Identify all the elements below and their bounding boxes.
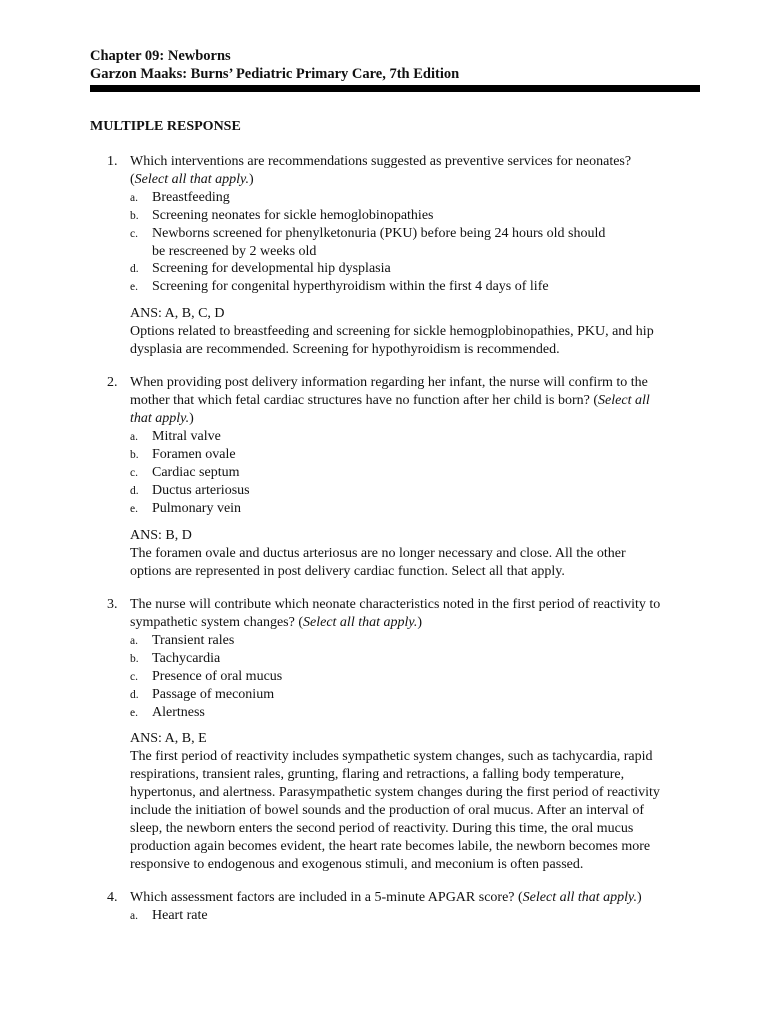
question-number: 1. xyxy=(107,154,118,169)
answer-key: ANS: A, B, E xyxy=(130,731,207,746)
section-title: MULTIPLE RESPONSE xyxy=(90,119,241,134)
option-c: c. Newborns screened for phenylketonuria (PKU) before being 24 hours old should be rescreened by 2 weeks old xyxy=(130,226,606,259)
answer-key: ANS: A, B, C, D xyxy=(130,306,225,321)
option-d: d. Ductus arteriosus xyxy=(130,483,250,498)
option-c: c. Cardiac septum xyxy=(130,465,240,480)
option-b: b. Screening neonates for sickle hemoglobinopathies xyxy=(130,208,434,223)
question-stem: Which interventions are recommendations suggested as preventive services for neonates? (Select all that apply.) xyxy=(130,154,632,187)
document-header xyxy=(90,47,459,83)
option-a: a. Mitral valve xyxy=(130,429,221,444)
option-a: a. Breastfeeding xyxy=(130,190,230,205)
option-e: e. Alertness xyxy=(130,705,205,720)
rationale: The foramen ovale and ductus arteriosus are no longer necessary and close. All the other options are represented in post delivery cardiac function. Select all that apply. xyxy=(130,546,626,579)
option-b: b. Tachycardia xyxy=(130,651,221,666)
option-a: a. Heart rate xyxy=(130,908,208,923)
option-d: d. Screening for developmental hip dysplasia xyxy=(130,261,391,276)
rationale: The first period of reactivity includes sympathetic system changes, such as tachycardia, rapid respirations, transient rales, grunting, flaring and retractions, a falling body temperature, hypertonus, and alertness. Parasympathetic system changes during the first period of reactivity include the initiation of bowel sounds and the production of oral mucus. After an interval of sleep, the newborn enters the second period of reactivity. During this time, the oral mucus production again becomes evident, the heart rate becomes labile, the newborn becomes more responsive to endogenous and exogenous stimuli, and meconium is often passed. xyxy=(130,749,660,872)
book-title: Garzon Maaks: Burns’ Pediatric Primary Care, 7th Edition xyxy=(90,66,460,82)
question-stem: When providing post delivery information regarding her infant, the nurse will confirm to the mother that which fetal cardiac structures have no function after her child is born? (Select all that apply.) xyxy=(130,375,650,426)
option-e: e. Screening for congenital hyperthyroidism within the first 4 days of life xyxy=(130,279,549,294)
chapter-title: Chapter 09: Newborns xyxy=(90,48,231,64)
question-stem: Which assessment factors are included in a 5-minute APGAR score? (Select all that apply.) xyxy=(130,890,642,905)
option-a: a. Transient rales xyxy=(130,633,235,648)
question-number: 2. xyxy=(107,375,118,390)
rationale: Options related to breastfeeding and screening for sickle hemogplobinopathies, PKU, and hip dysplasia are recommended. Screening for hypothyroidism is recommended. xyxy=(130,324,654,357)
header-rule xyxy=(90,85,700,92)
option-c: c. Presence of oral mucus xyxy=(130,669,283,684)
option-b: b. Foramen ovale xyxy=(130,447,236,462)
question-number: 4. xyxy=(107,890,118,905)
answer-key: ANS: B, D xyxy=(130,528,192,543)
question-number: 3. xyxy=(107,597,118,612)
question-stem: The nurse will contribute which neonate characteristics noted in the first period of reactivity to sympathetic system changes? (Select all that apply.) xyxy=(130,597,661,630)
option-e: e. Pulmonary vein xyxy=(130,501,242,516)
option-d: d. Passage of meconium xyxy=(130,687,275,702)
